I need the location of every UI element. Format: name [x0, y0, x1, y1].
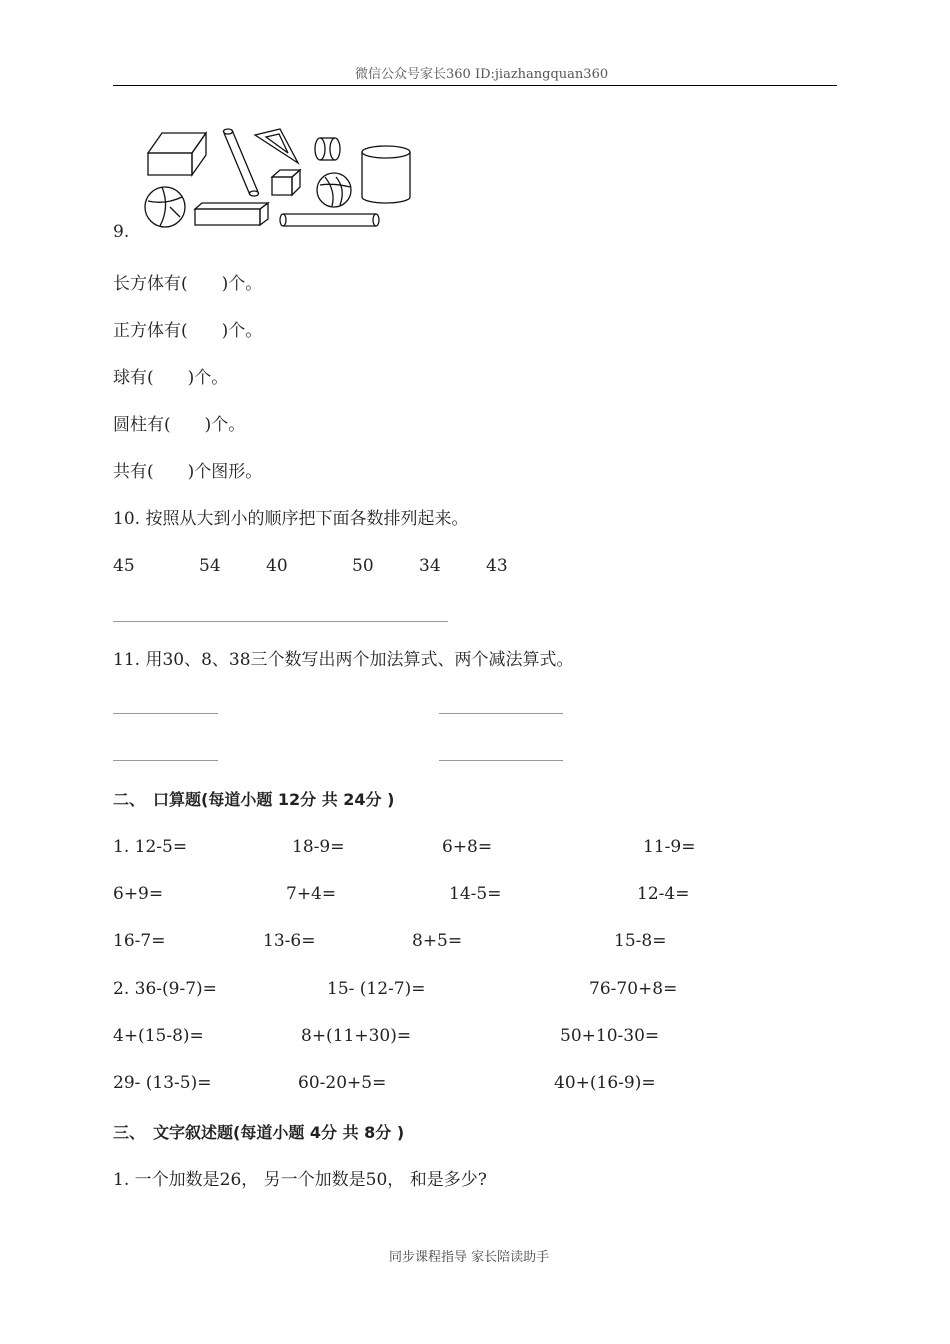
q9-line-ball: 球有( )个。 — [113, 368, 229, 388]
q10-number: 50 — [352, 556, 374, 576]
mental-math-item: 76-70+8= — [589, 979, 678, 999]
q11-answer-line[interactable] — [439, 713, 563, 714]
section-3-title: 三、 文字叙述题(每道小题 4分 共 8分 ) — [113, 1123, 405, 1142]
q9-line-cylinder: 圆柱有( )个。 — [113, 415, 246, 435]
q10-number: 43 — [486, 556, 508, 576]
page-footer: 同步课程指导 家长陪读助手 — [389, 1250, 550, 1265]
large-cylinder-shape — [362, 146, 410, 203]
header-rule — [113, 85, 837, 86]
ball-shape-2 — [317, 173, 351, 207]
page-header: 微信公众号家长360 ID:jiazhangquan360 — [355, 67, 609, 82]
q9-line-cuboid: 长方体有( )个。 — [113, 274, 263, 294]
q9-line-total: 共有( )个图形。 — [113, 462, 263, 482]
mental-math-item: 14-5= — [449, 884, 502, 904]
mental-math-item: 2. 36-(9-7)= — [113, 979, 217, 999]
ball-shape-1 — [145, 187, 185, 227]
mental-math-item: 18-9= — [292, 837, 345, 857]
q10-number: 34 — [419, 556, 441, 576]
q11-answer-line[interactable] — [113, 760, 218, 761]
mental-math-item: 8+5= — [412, 931, 463, 951]
shapes-illustration — [140, 125, 430, 230]
q10-number: 40 — [266, 556, 288, 576]
q11-answer-line[interactable] — [439, 760, 563, 761]
mental-math-item: 40+(16-9)= — [554, 1073, 656, 1093]
mental-math-item: 12-4= — [637, 884, 690, 904]
cube-shape — [272, 170, 300, 195]
mental-math-item: 8+(11+30)= — [301, 1026, 412, 1046]
rod-shape — [224, 129, 259, 196]
mental-math-item: 4+(15-8)= — [113, 1026, 204, 1046]
mental-math-item: 6+9= — [113, 884, 164, 904]
mental-math-item: 6+8= — [442, 837, 493, 857]
q9-line-cube: 正方体有( )个。 — [113, 321, 263, 341]
mental-math-item: 16-7= — [113, 931, 166, 951]
question-11-title: 11. 用30、8、38三个数写出两个加法算式、两个减法算式。 — [113, 650, 574, 670]
q10-number: 54 — [199, 556, 221, 576]
q10-answer-line[interactable] — [113, 621, 448, 622]
mental-math-item: 13-6= — [263, 931, 316, 951]
section-2-title: 二、 口算题(每道小题 12分 共 24分 ) — [113, 790, 395, 809]
mental-math-item: 11-9= — [643, 837, 696, 857]
question-10-title: 10. 按照从大到小的顺序把下面各数排列起来。 — [113, 509, 469, 529]
mental-math-item: 15- (12-7)= — [327, 979, 426, 999]
mental-math-item: 29- (13-5)= — [113, 1073, 212, 1093]
long-cuboid-shape — [195, 203, 268, 225]
question-9-number: 9. — [113, 222, 130, 242]
section-3-question-1: 1. 一个加数是26， 另一个加数是50， 和是多少? — [113, 1170, 487, 1190]
mental-math-item: 1. 12-5= — [113, 837, 188, 857]
mental-math-item: 15-8= — [614, 931, 667, 951]
small-cylinder-shape — [315, 138, 340, 160]
cuboid-shape — [148, 133, 206, 175]
thin-cylinder-shape — [280, 214, 379, 226]
mental-math-item: 7+4= — [286, 884, 337, 904]
q10-number: 45 — [113, 556, 135, 576]
mental-math-item: 60-20+5= — [298, 1073, 387, 1093]
triangle-shape — [255, 129, 298, 163]
mental-math-item: 50+10-30= — [560, 1026, 660, 1046]
q11-answer-line[interactable] — [113, 713, 218, 714]
